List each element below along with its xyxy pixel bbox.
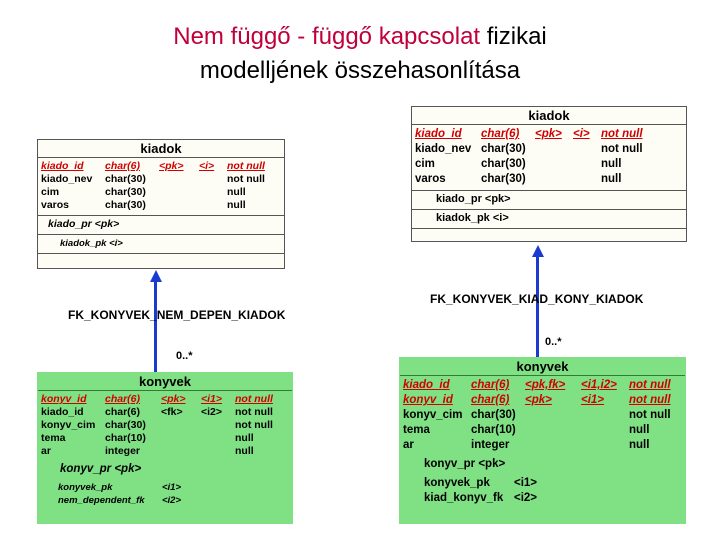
column-null: not null: [227, 173, 265, 185]
index-entry: kiadok_pk <i>: [436, 212, 509, 224]
column-type: char(30): [105, 173, 146, 185]
right-kiadok-keys: [412, 191, 686, 210]
column-name: kiado_id: [41, 160, 84, 172]
column-index: <i>: [573, 128, 590, 140]
right-fk-line: [536, 255, 539, 357]
right-kiadok-row: [415, 142, 683, 157]
left-konyvek-table[interactable]: [37, 372, 293, 524]
column-index: <i1>: [201, 393, 223, 405]
column-name: konyv_cim: [403, 409, 463, 421]
left-kiadok-keys: [38, 216, 284, 235]
index-name: kiad_konyv_fk: [424, 492, 504, 504]
column-null: null: [235, 432, 254, 444]
column-type: char(30): [481, 173, 526, 185]
column-type: char(6): [105, 406, 141, 418]
key-entry: kiado_pr <pk>: [48, 218, 120, 230]
right-kiadok-header: kiadok: [412, 107, 686, 125]
right-konyvek-row: [403, 423, 682, 438]
left-fk-label: FK_KONYVEK_NEM_DEPEN_KIADOK: [68, 308, 286, 322]
column-name: varos: [41, 199, 70, 211]
column-name: konyv_id: [41, 393, 87, 405]
column-index: <i1,i2>: [581, 379, 617, 391]
left-konyvek-indexes: [38, 479, 292, 510]
left-kiadok-pk-row: [41, 160, 281, 173]
left-konyvek-row: [41, 419, 289, 432]
column-name: cim: [41, 186, 60, 198]
title-rest: fizikai: [486, 23, 547, 50]
column-null: not null: [227, 160, 265, 172]
right-kiadok-table[interactable]: [411, 106, 687, 242]
left-kiadok-row: [41, 199, 281, 212]
left-kiadok-columns: [38, 158, 284, 216]
column-key: <pk>: [525, 394, 552, 406]
column-key: <pk>: [535, 128, 562, 140]
column-type: char(6): [105, 160, 141, 172]
left-konyvek-row: [41, 445, 289, 458]
column-type: char(10): [105, 432, 146, 444]
column-null: null: [601, 158, 622, 170]
key-entry: konyv_pr <pk>: [424, 458, 506, 470]
left-fk-line: [154, 280, 157, 372]
column-type: char(6): [471, 379, 510, 391]
right-konyvek-pk-row: [403, 393, 682, 408]
column-type: char(6): [105, 393, 141, 405]
left-kiadok-header: kiadok: [38, 140, 284, 158]
right-kiadok-row: [415, 157, 683, 172]
left-konyvek-keys: [38, 461, 292, 479]
left-kiadok-indexes: [38, 235, 284, 254]
column-name: kiado_id: [415, 128, 462, 140]
column-null: not null: [235, 419, 273, 431]
column-name: kiado_id: [41, 406, 84, 418]
column-type: integer: [105, 445, 141, 457]
right-konyvek-row: [403, 408, 682, 423]
column-name: varos: [415, 173, 446, 185]
index-tag: <i1>: [514, 477, 538, 489]
index-entry: [58, 494, 289, 507]
column-name: konyv_id: [403, 394, 453, 406]
title-line-1: [0, 20, 720, 54]
left-konyvek-pk-row: [41, 393, 289, 406]
right-kiadok-indexes: [412, 210, 686, 229]
column-null: not null: [235, 406, 273, 418]
right-konyvek-table[interactable]: [399, 357, 686, 524]
right-konyvek-header: konyvek: [400, 358, 685, 376]
index-entry: [424, 491, 682, 506]
left-kiadok-row: [41, 186, 281, 199]
index-entry: [58, 481, 289, 494]
right-konyvek-pk-row: [403, 378, 682, 393]
column-index: <i1>: [581, 394, 605, 406]
column-key: <pk>: [161, 393, 186, 405]
left-konyvek-header: konyvek: [38, 373, 292, 391]
right-konyvek-columns: [400, 376, 685, 456]
column-type: char(30): [471, 409, 516, 421]
column-null: not null: [629, 409, 671, 421]
right-cardinality: 0..*: [545, 336, 562, 348]
index-name: konyvek_pk: [424, 477, 490, 489]
title-highlight: Nem függő - függő kapcsolat: [173, 23, 481, 50]
column-name: ar: [41, 445, 51, 457]
index-entry: kiadok_pk <i>: [60, 238, 123, 249]
column-index: <i>: [199, 160, 215, 172]
column-null: null: [629, 424, 650, 436]
column-name: tema: [403, 424, 430, 436]
key-entry: konyv_pr <pk>: [60, 463, 142, 475]
column-null: not null: [601, 128, 643, 140]
column-type: char(30): [105, 186, 146, 198]
column-type: char(30): [481, 143, 526, 155]
column-key: <pk,fk>: [525, 379, 566, 391]
column-name: cim: [415, 158, 435, 170]
column-name: ar: [403, 439, 414, 451]
index-entry: [424, 476, 682, 491]
right-konyvek-indexes: [400, 474, 685, 509]
column-null: null: [227, 186, 246, 198]
column-type: char(30): [105, 419, 146, 431]
index-tag: <i2>: [514, 492, 538, 504]
column-null: not null: [601, 143, 643, 155]
right-kiadok-columns: [412, 125, 686, 191]
column-type: char(10): [471, 424, 516, 436]
right-konyvek-row: [403, 438, 682, 453]
column-null: not null: [235, 393, 273, 405]
column-null: null: [629, 439, 650, 451]
right-fk-arrow-icon: [532, 245, 544, 257]
right-kiadok-pk-row: [415, 127, 683, 142]
column-null: null: [227, 199, 246, 211]
key-entry: kiado_pr <pk>: [436, 193, 511, 205]
title-line-2: modelljének összehasonlítása: [199, 57, 521, 84]
index-tag: <i1>: [162, 482, 182, 493]
left-fk-arrow-icon: [150, 270, 162, 282]
column-type: char(6): [481, 128, 520, 140]
column-index: <i2>: [201, 406, 223, 418]
index-name: konyvek_pk: [58, 482, 113, 493]
column-null: null: [235, 445, 254, 457]
left-konyvek-columns: [38, 391, 292, 461]
right-fk-label: FK_KONYVEK_KIAD_KONY_KIADOK: [430, 292, 644, 306]
left-cardinality: 0..*: [176, 350, 193, 362]
index-name: nem_dependent_fk: [58, 495, 145, 506]
column-key: <pk>: [159, 160, 184, 172]
column-name: kiado_nev: [415, 143, 472, 155]
column-key: <fk>: [161, 406, 183, 418]
column-null: null: [601, 173, 622, 185]
index-tag: <i2>: [162, 495, 182, 506]
left-kiadok-table[interactable]: [37, 139, 285, 269]
left-konyvek-row: [41, 432, 289, 445]
column-name: kiado_nev: [41, 173, 93, 185]
column-type: integer: [471, 439, 510, 451]
column-null: not null: [629, 394, 671, 406]
column-name: konyv_cim: [41, 419, 96, 431]
column-type: char(30): [481, 158, 526, 170]
column-name: kiado_id: [403, 379, 450, 391]
column-name: tema: [41, 432, 66, 444]
left-kiadok-row: [41, 173, 281, 186]
column-type: char(30): [105, 199, 146, 211]
column-null: not null: [629, 379, 671, 391]
column-type: char(6): [471, 394, 510, 406]
right-kiadok-row: [415, 172, 683, 187]
right-konyvek-keys: [400, 456, 685, 474]
left-konyvek-row: [41, 406, 289, 419]
slide-title: [0, 20, 720, 88]
